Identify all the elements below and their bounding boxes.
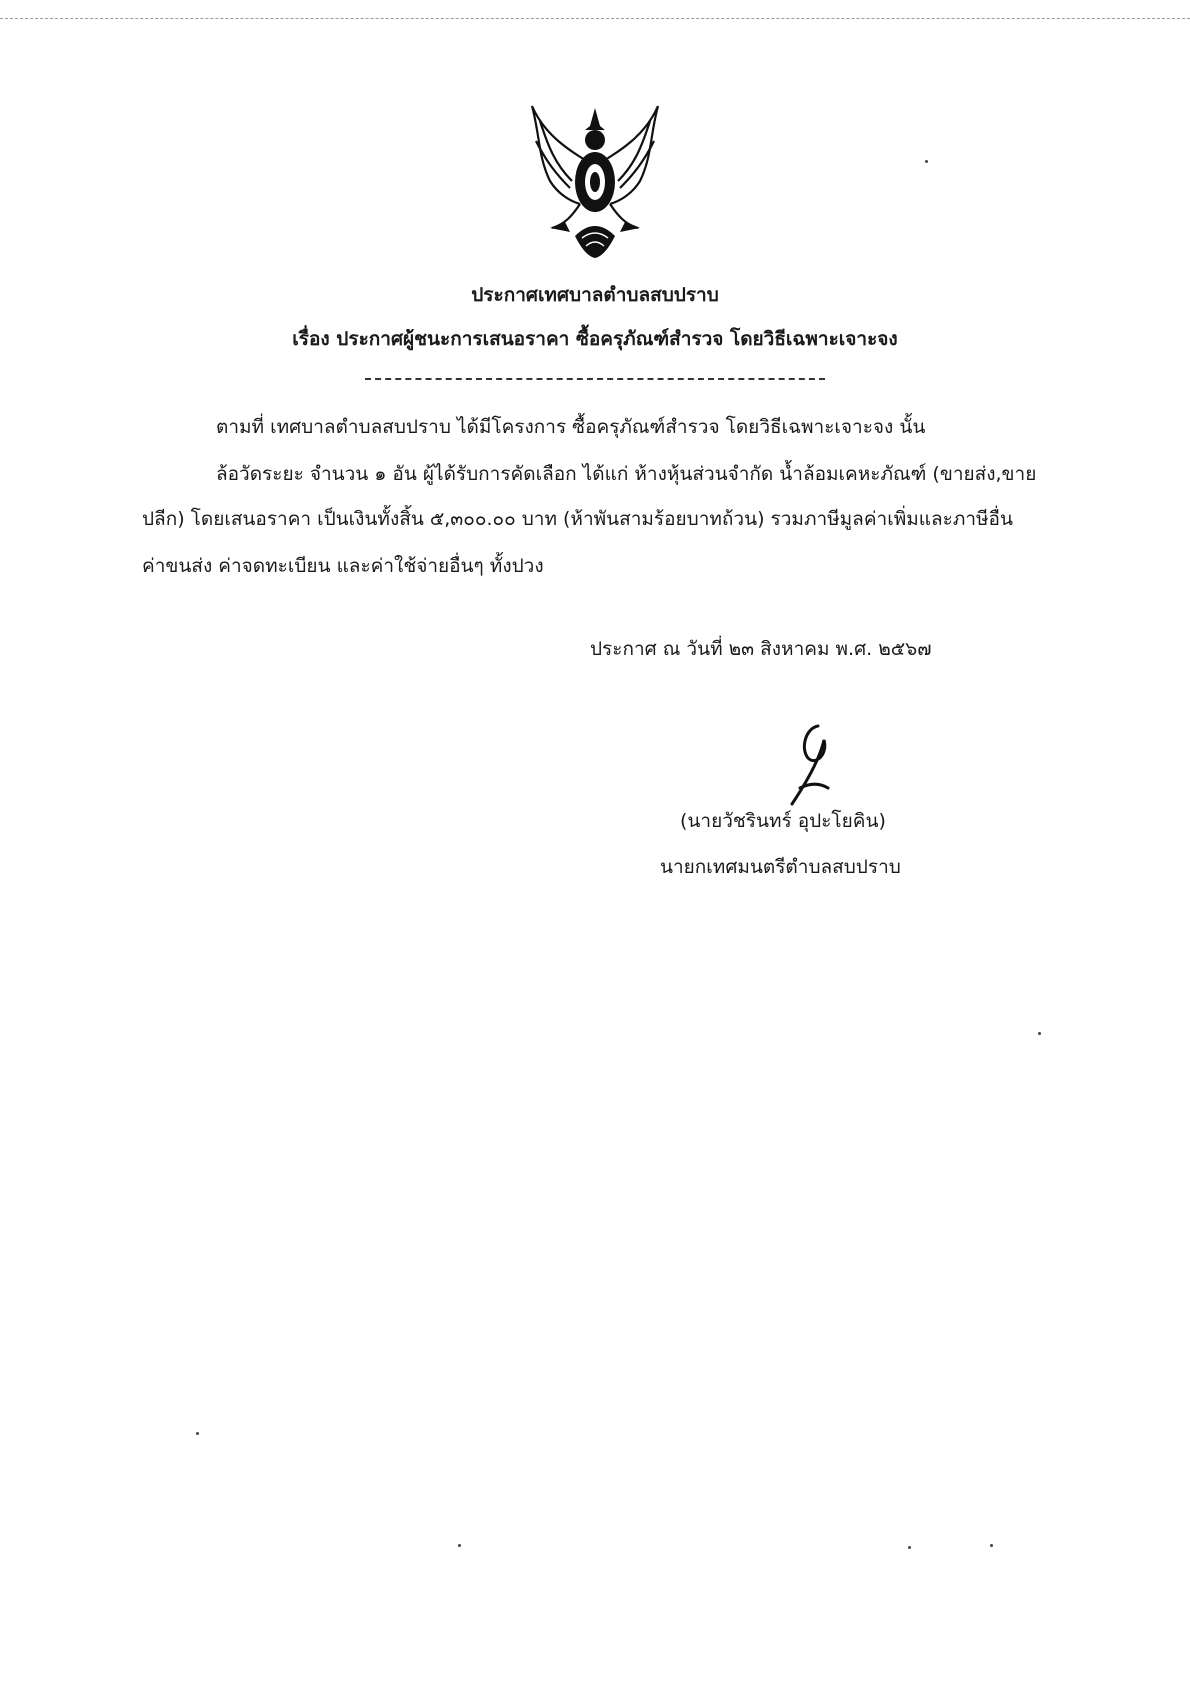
scan-speck — [925, 160, 928, 163]
body-line-3: ปลีก) โดยเสนอราคา เป็นเงินทั้งสิ้น ๕,๓๐๐.๐๐ บาท (ห้าพันสามร้อยบาทถ้วน) รวมภาษีมูลค่าเพิ่มและภาษีอื่น — [142, 508, 1013, 530]
scan-speck — [1038, 1032, 1041, 1035]
scan-speck — [990, 1544, 993, 1547]
document-subject: เรื่อง ประกาศผู้ชนะการเสนอราคา ซื้อครุภัณฑ์สำรวจ โดยวิธีเฉพาะเจาะจง — [292, 328, 898, 350]
signer-name: (นายวัชรินทร์ อุปะโยคิน) — [680, 810, 886, 832]
garuda-emblem-icon — [510, 96, 680, 266]
handwritten-signature — [778, 718, 848, 808]
scan-speck — [908, 1546, 911, 1549]
separator-line — [365, 378, 825, 380]
top-scan-rule — [0, 18, 1190, 19]
body-line-1: ตามที่ เทศบาลตำบลสบปราบ ได้มีโครงการ ซื้อครุภัณฑ์สำรวจ โดยวิธีเฉพาะเจาะจง นั้น — [216, 416, 926, 438]
document-title: ประกาศเทศบาลตำบลสบปราบ — [471, 284, 719, 306]
announce-date: ประกาศ ณ วันที่ ๒๓ สิงหาคม พ.ศ. ๒๕๖๗ — [590, 638, 932, 660]
scan-speck — [458, 1544, 461, 1547]
scan-speck — [196, 1432, 199, 1435]
signer-title: นายกเทศมนตรีตำบลสบปราบ — [660, 856, 901, 878]
body-line-2: ล้อวัดระยะ จำนวน ๑ อัน ผู้ได้รับการคัดเลือก ได้แก่ ห้างหุ้นส่วนจำกัด น้ำล้อมเคหะภัณฑ์ (ขายส่ง,ขาย — [216, 463, 1037, 485]
body-line-4: ค่าขนส่ง ค่าจดทะเบียน และค่าใช้จ่ายอื่นๆ ทั้งปวง — [142, 555, 544, 577]
